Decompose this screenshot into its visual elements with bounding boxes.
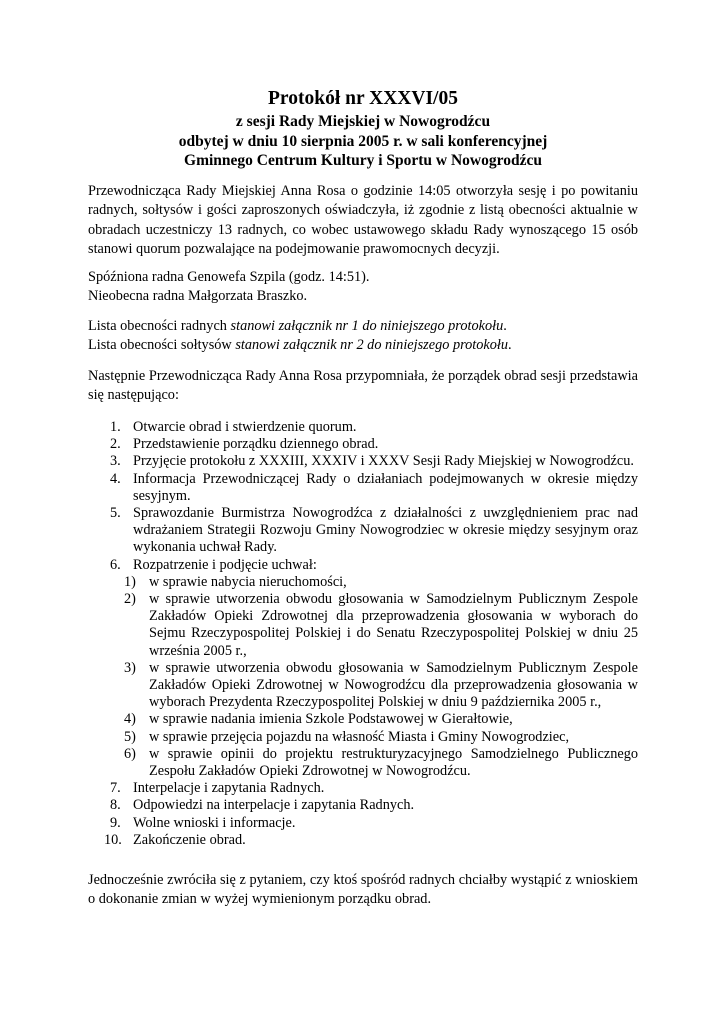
agenda-item-number: 7. [110, 780, 121, 797]
agenda-item [88, 797, 638, 814]
agenda-subitem-number: 3) [124, 659, 136, 676]
document-subtitle-line-3: Gminnego Centrum Kultury i Sportu w Nowogrodźcu [184, 152, 542, 169]
agenda-item-text: Wolne wnioski i informacje. [133, 814, 296, 831]
village-heads-attendance-list-note [88, 336, 638, 355]
agenda-subitem-number: 2) [124, 591, 136, 608]
agenda-item-number: 10. [104, 831, 122, 848]
list-suffix: . [503, 318, 507, 334]
agenda-item-number: 2. [110, 436, 121, 453]
agenda-item-text: Informacja Przewodniczącej Rady o działaniach podejmowanych w okresie między sesyjnym. [133, 470, 638, 504]
agenda-subitem-text: w sprawie nabycia nieruchomości, [149, 573, 347, 590]
document-subtitle-line-1: z sesji Rady Miejskiej w Nowogrodźcu [235, 113, 491, 130]
agenda-subitem-number: 5) [124, 728, 136, 745]
agenda-item [88, 436, 638, 453]
agenda-item-number: 3. [110, 453, 121, 470]
agenda-list [88, 419, 638, 849]
agenda-item [88, 832, 638, 849]
agenda-subitem-number: 6) [124, 745, 136, 762]
attachment-reference: stanowi załącznik nr 2 do niniejszego protokołu [235, 337, 509, 354]
agenda-item [88, 419, 638, 436]
agenda-item-number: 1. [110, 419, 121, 435]
agenda-item-number: 9. [110, 814, 121, 831]
agenda-subitem-text: w sprawie utworzenia obwodu głosowania w Samodzielnym Publicznym Zespole Zakładów Opieki Zdrowotnej w Nowogrodźcu dla przeprowadzenia głosowania w wyborach Prezydenta Rzeczypospolitej Polskiej w dniu 9 października 2005 r., [149, 659, 638, 711]
agenda-item [88, 471, 638, 505]
agenda-item-text: Rozpatrzenie i podjęcie uchwał: [133, 556, 317, 573]
agenda-item-number: 8. [110, 797, 121, 814]
agenda-subitem-text: w sprawie opinii do projektu restrukturyzacyjnego Samodzielnego Publicznego Zespołu Zakładów Opieki Zdrowotnej w Nowogrodźcu. [149, 745, 638, 780]
document-subtitle-line-2: odbytej w dniu 10 sierpnia 2005 r. w sali konferencyjnej [178, 132, 548, 150]
agenda-item-text: Interpelacje i zapytania Radnych. [133, 780, 325, 797]
agenda-item-text: Sprawozdanie Burmistrza Nowogrodźca z działalności z uwzględnieniem prac nad wdrażaniem Strategii Rozwoju Gminy Nowogrodziec w okresie między sesyjnym oraz wykonania uchwał Rady. [133, 505, 638, 556]
attendance-lists-block [88, 317, 638, 356]
agenda-item-text: Zakończenie obrad. [133, 831, 246, 848]
agenda-item [88, 505, 638, 557]
agenda-item-text: Przyjęcie protokołu z XXXIII, XXXIV i XXXV Sesji Rady Miejskiej w Nowogrodźcu. [133, 453, 634, 470]
agenda-subitem [88, 660, 638, 712]
agenda-item-number: 6. [110, 556, 121, 573]
agenda-subitem [88, 729, 638, 746]
closing-paragraph: Jednocześnie zwróciła się z pytaniem, czy ktoś spośród radnych chciałby wystąpić z wnioskiem o dokonanie zmian w wyżej wymienionym porządku obrad. [88, 872, 638, 908]
agenda-item [88, 453, 638, 470]
document-title: Protokół nr XXXVI/05 [268, 88, 458, 109]
attachment-reference: stanowi załącznik nr 1 do niniejszego protokołu [230, 318, 504, 334]
agenda-item-text: Otwarcie obrad i stwierdzenie quorum. [133, 419, 357, 435]
agenda-subitem-text: w sprawie utworzenia obwodu głosowania w Samodzielnym Publicznym Zespole Zakładów Opieki Zdrowotnej dla przeprowadzenia głosowania w wyborach do Sejmu Rzeczypospolitej Polskiej i do Senatu Rzeczypospolitej Polskiej w dniu 25 września 2005 r., [149, 591, 638, 659]
list-prefix: Lista obecności sołtysów [88, 337, 236, 354]
agenda-subitem-text: w sprawie przejęcia pojazdu na własność Miasta i Gminy Nowogrodziec, [149, 728, 570, 745]
agenda-item-number: 5. [110, 505, 121, 522]
agenda-subitem-text: w sprawie nadania imienia Szkole Podstawowej w Gierałtowie, [149, 711, 513, 728]
intro-paragraph: Przewodnicząca Rady Miejskiej Anna Rosa o godzinie 14:05 otworzyła sesję i po powitaniu radnych, sołtysów i gości zaproszonych oświadczyła, iż zgodnie z listą obecności aktualnie w obradach uczestniczy 13 radnych, co wobec ustawowego składu Rady wynoszącego 15 osób stanowi quorum pozwalające na podejmowanie prawomocnych decyzji. [88, 183, 638, 257]
list-prefix: Lista obecności radnych [88, 318, 231, 334]
agenda-item-number: 4. [110, 470, 121, 487]
councillors-attendance-list-note [88, 317, 638, 336]
agenda-subitem [88, 711, 638, 728]
agenda-subitem-number: 4) [124, 711, 136, 728]
agenda-item [88, 557, 638, 574]
agenda-item-text: Przedstawienie porządku dziennego obrad. [133, 436, 379, 453]
document-header [88, 86, 638, 171]
agenda-subitem-number: 1) [124, 573, 136, 590]
agenda-subitem [88, 591, 638, 660]
agenda-subitem [88, 574, 638, 591]
agenda-item [88, 780, 638, 797]
agenda-item-text: Odpowiedzi na interpelacje i zapytania Radnych. [133, 797, 415, 814]
list-suffix: . [508, 337, 512, 354]
agenda-item [88, 815, 638, 832]
attendance-block [88, 268, 638, 307]
agenda-subitem [88, 746, 638, 780]
absent-councillor-note: Nieobecna radna Małgorzata Braszko. [88, 288, 308, 305]
agenda-intro-paragraph: Następnie Przewodnicząca Rady Anna Rosa przypomniała, że porządek obrad sesji przedstawia się następująco: [88, 368, 638, 404]
late-councillor-note: Spóźniona radna Genowefa Szpila (godz. 14:51). [88, 269, 370, 285]
